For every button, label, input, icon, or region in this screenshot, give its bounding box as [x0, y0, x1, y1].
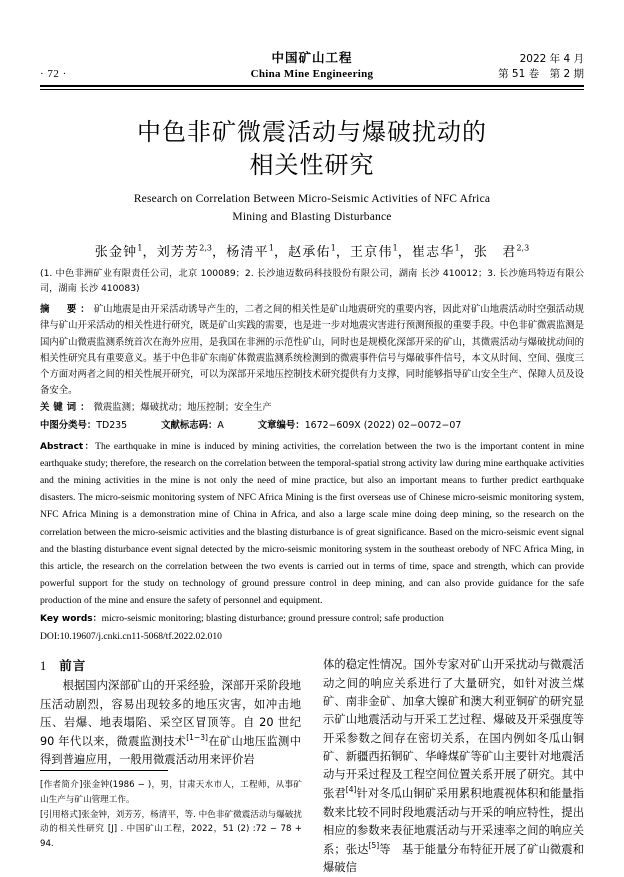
author-2	[226, 245, 274, 260]
keywords-en	[40, 610, 584, 627]
paragraph-text-b: 在矿山地压监测中得到普遍应用，一般用微震活动用来评价岩	[40, 735, 301, 767]
footnote-divider	[40, 770, 168, 771]
author-0	[95, 245, 143, 260]
author-affil-marker: 1	[454, 243, 460, 253]
reference-marker: [4]	[345, 785, 357, 795]
author-name: 张 君	[473, 244, 517, 260]
author-3	[288, 245, 336, 260]
author-name: 崔志华	[411, 244, 455, 260]
citation-format-text: 张金钟，刘芳芳，杨清平，等. 中色非矿微震活动与爆破扰动的相关性研究 [J] . 中国矿山工程，2022，51 (2) :72 − 78 + 94.	[40, 809, 302, 850]
author-4	[350, 245, 398, 260]
issue-info	[434, 52, 584, 82]
reference-marker: [5]	[368, 841, 380, 851]
abstract-en-text: The earthquake in mine is induced by mining activities, the correlation between the two is the important content in mine earthquake study; therefore, the research on the correlation between the temporal-spatial strong activity law during mine earthquake activities and the mining activities in the mine is not only the need of mine practice, but also an important means to further predict earthquake disasters. The micro-seismic monitoring system of NFC Africa Mining is the first overseas use of Chinese micro-seismic monitoring system, NFC Africa Mining is a demonstration mine of China in Africa, and also a large scale mine doing deep mining, so the research on the correlation between the micro-seismic activities and the blasting disturbance is of great significance. Based on the micro-seismic event signal and the blasting disturbance event signal detected by the micro-seismic monitoring system in the southeast orebody of NFC Africa Ming, in this article, the research on the correlation between the two events is carried out in terms of time, space and strength, which can provide powerful support for the study on technology of ground pressure control in deep mining, and can also provide guidance for the safe production of the mine and ensure the safety of personnel and equipment.	[40, 441, 585, 606]
author-list: 张金钟$^1$，刘芳芳$^{2,3}$，杨清平$^1$，赵承佑$^1$，王京伟$^1$，崔志华$^1$，张 君$^{2,3}$	[94, 243, 530, 260]
keywords-cn	[40, 400, 584, 416]
paragraph-intro-cont	[323, 656, 584, 877]
article-number	[258, 418, 461, 434]
author-bio-label: [作者简介]	[40, 780, 83, 791]
clc-number	[40, 418, 127, 434]
paragraph-text-e: 等 基于能量分布特征开展了矿山微震和爆破信	[323, 842, 584, 875]
document-code-value: A	[217, 419, 224, 431]
keywords-cn-text: 微震监测；爆破扰动；地压控制；安全生产	[93, 402, 272, 414]
author-6	[474, 245, 529, 260]
author-affil-marker: 1	[137, 243, 143, 253]
title-cn-line-1: 中色非矿微震活动与爆破扰动的	[137, 118, 487, 146]
citation-format-label: [引用格式]	[40, 809, 82, 820]
author-affiliations: (1. 中色非洲矿业有限责任公司，北京 100089；2. 长沙迪迈数码科技股份有限公司，湖南 长沙 410012；3. 长沙施玛特迈有限公司，湖南 长沙 410083)	[40, 267, 584, 294]
issue-date: 2022 年 4 月	[519, 52, 584, 65]
abstract-cn-label: 摘 要：	[40, 304, 94, 316]
paragraph-text-c: 体的稳定性情况。国外专家对矿山开采扰动与微震活动之间的响应关系进行了大量研究，如针对波兰煤矿、南非金矿、加拿大镍矿和澳大利亚铜矿的研究显示矿山地震活动与开采工艺过程、爆破及开采强度等开采参数之间存在密切关系，在国内例如冬瓜山铜矿、新疆西拓铜矿、华峰煤矿等矿山主要针对地震活动与开采过程及工程空间位置关系开展了研究。其中张君	[323, 658, 584, 801]
author-1	[157, 245, 212, 260]
keywords-en-text: micro-seismic monitoring; blasting disturbance; ground pressure control; safe production	[101, 612, 444, 624]
running-head	[40, 0, 584, 82]
title-en-line-1: Research on Correlation Between Micro-Seismic Activities of NFC Africa	[133, 193, 491, 206]
journal-title-cn: 中国矿山工程	[271, 50, 353, 66]
article-number-label: 文章编号：	[257, 419, 305, 431]
author-affil-marker: 1	[268, 243, 274, 253]
paragraph-text-d: 针对冬瓜山铜矿采用累积地震视体积和能量指数来比较不同时段地震活动与开采的响应特性，提出相应的参数来表征地震活动与开采速率之间的响应关系；张达	[323, 787, 584, 856]
page-title-en	[70, 191, 554, 227]
clc-label: 中图分类号：	[40, 419, 97, 431]
citation-format	[40, 808, 302, 852]
abstract-en	[40, 438, 584, 609]
header-divider	[40, 85, 584, 90]
section-title: 前言	[59, 658, 87, 674]
author-name: 王京伟	[350, 244, 393, 260]
journal-title-block	[190, 50, 434, 82]
doi-line: DOI:10.19607/j.cnki.cn11-5068/tf.2022.02.010	[40, 631, 222, 643]
abstract-en-label: Abstract：	[40, 442, 96, 453]
author-name: 杨清平	[226, 244, 269, 260]
author-affil-marker: 1	[392, 243, 398, 253]
author-affil-marker: 2,3	[199, 243, 213, 253]
page-number: · 72 ·	[40, 68, 67, 80]
title-cn-line-2: 相关性研究	[249, 151, 375, 180]
clc-value: TD235	[96, 419, 128, 431]
paragraph-intro	[40, 677, 301, 769]
author-affil-marker: 1	[330, 243, 336, 253]
section-number: 1	[40, 659, 48, 674]
author-bio-text: 张金钟(1986 − )，男，甘肃天水市人，工程师，从事矿山生产与矿山管理工作。	[40, 780, 302, 805]
author-5	[412, 245, 460, 260]
title-en-line-2: Mining and Blasting Disturbance	[232, 211, 392, 224]
journal-title-en: China Mine Engineering	[250, 68, 374, 81]
abstract-cn	[40, 302, 584, 399]
section-heading	[40, 656, 301, 674]
body-column-right	[323, 656, 584, 877]
footnote-block	[40, 770, 302, 852]
abstract-cn-text: 矿山地震是由开采活动诱导产生的，二者之间的相关性是矿山地震研究的重要内容，因此对矿山地震活动时空强活动规律与矿山开采活动的相关性进行研究，既是矿山实践的需要，也是进一步对地震灾害进行预测预报的重要手段。中色非矿微震监测是国内矿山微震监测系统首次在海外应用，是我国在非洲的示范性矿山，同时也是规模化深部开采的矿山，其微震活动与爆破扰动间的相关性研究具有重要意义。基于中色非矿东南矿体微震监测系统检测到的微震事件信号与爆破事件信号，本文从时间、空间、强度三个方面对两者之间的相关性展开研究，可以为深部开采地压控制技术研究提供有力支撑，同时能够指导矿山安全生产、保障人员及设备安全。	[40, 304, 584, 397]
document-code-label: 文献标志码：	[161, 419, 218, 431]
document-code	[161, 418, 224, 434]
author-name: 张金钟	[94, 244, 138, 260]
article-number-value: 1672−609X (2022) 02−0072−07	[304, 419, 462, 431]
keywords-cn-label: 关键词：	[40, 402, 94, 414]
author-bio	[40, 778, 302, 808]
clc-line	[40, 418, 584, 434]
issue-volume: 第 51 卷 第 2 期	[498, 67, 584, 80]
paragraph-text-a: 根据国内深部矿山的开采经验，深部开采阶段地压活动剧烈，容易出现较多的地压灾害，如冲击地压、岩爆、地表塌陷、采空区冒顶等。自 20 世纪 90 年代以来，微震监测技术	[40, 679, 301, 749]
author-name: 刘芳芳	[156, 244, 200, 260]
author-name: 赵承佑	[288, 244, 331, 260]
reference-marker: [1−3]	[186, 733, 208, 743]
keywords-en-label: Key words：	[40, 613, 102, 624]
author-affil-marker: 2,3	[516, 243, 530, 253]
page-title-cn	[88, 116, 536, 182]
